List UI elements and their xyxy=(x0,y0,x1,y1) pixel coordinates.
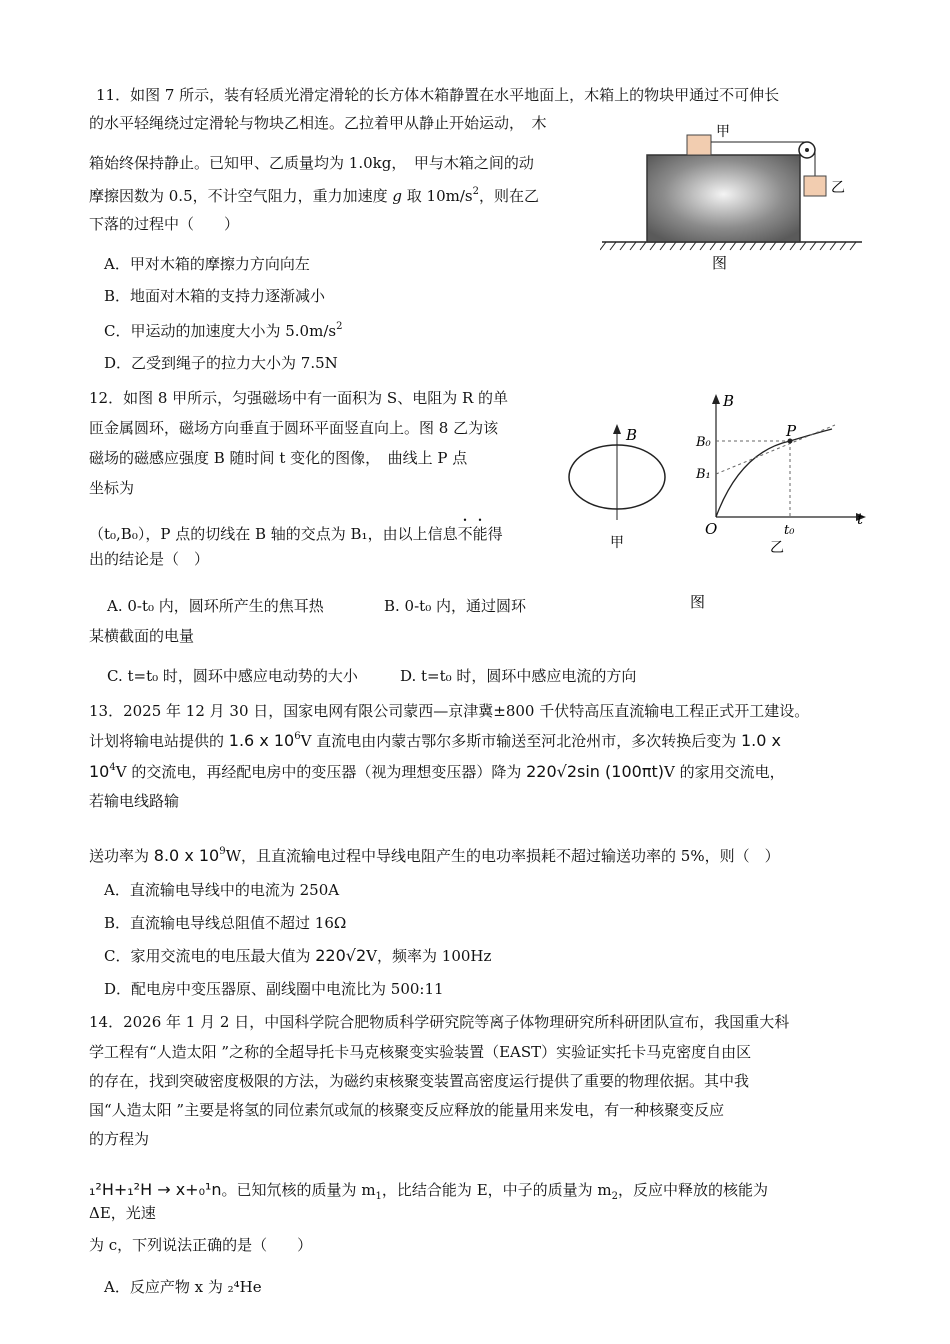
q11-option-d: D．乙受到绳子的拉力大小为 7.5N xyxy=(104,354,338,372)
q13-line3 xyxy=(89,762,785,782)
q14-line5: 的方程为 xyxy=(89,1130,150,1148)
q11-figure xyxy=(600,118,870,283)
q12-line5a: （t₀,B₀），P 点的切线在 B 轴的交点为 B₁，由以上信息 xyxy=(89,525,458,543)
q11-line2: 的水平轻绳绕过定滑轮与物块乙相连。乙拉着甲从静止开始运动， 木 xyxy=(89,114,547,132)
q13-line1: 13．2025 年 12 月 30 日，国家电网有限公司蒙西—京津冀±800 千伏特高压直流输电工程正式开工建设。 xyxy=(89,702,810,720)
q12-line1: 12．如图 8 甲所示，匀强磁场中有一面积为 S、电阻为 R 的单 xyxy=(89,389,509,407)
q11-option-a: A．甲对木箱的摩擦力方向向左 xyxy=(104,255,310,273)
q11-fig-label-jia: 甲 xyxy=(716,124,730,140)
q11-line5: 下落的过程中（ ） xyxy=(89,215,240,233)
q11-g: g xyxy=(392,187,403,205)
q13-line2 xyxy=(89,731,781,751)
q13-line4: 若输电线路输 xyxy=(89,792,180,810)
q12-figure xyxy=(560,392,880,622)
q14-line6b: ，比结合能为 E，中子的质量为 m xyxy=(381,1181,612,1199)
q12-option-d: D. t=t₀ 时，圆环中感应电流的方向 xyxy=(400,667,637,685)
q12-fig-origin: O xyxy=(705,520,718,538)
q12-line6: 出的结论是（ ） xyxy=(89,550,210,568)
q14-line3: 的存在，找到突破密度极限的方法，为磁约束核聚变装置高密度运行提供了重要的物理依据。其中我 xyxy=(89,1072,750,1090)
q14-line6a: 。已知氘核的质量为 m xyxy=(221,1181,376,1199)
q13-option-b: B．直流输电导线总阻值不超过 16Ω xyxy=(104,914,347,932)
q12-fig-label-jia: 甲 xyxy=(610,535,624,551)
q11-line4 xyxy=(89,186,539,206)
q13-line5 xyxy=(89,846,780,866)
q13-line5-math: 8.0 x 10 xyxy=(153,846,220,865)
q13-line2-sup: 6 xyxy=(294,731,301,742)
q12-line3: 磁场的磁感应强度 B 随时间 t 变化的图像， 曲线上 P 点 xyxy=(89,449,468,467)
q12-fig-axis-b: B xyxy=(723,392,735,410)
q11-line4-sup: 2 xyxy=(472,186,479,197)
q13-option-d: D．配电房中变压器原、副线圈中电流比为 500:11 xyxy=(104,980,444,998)
q12-line5c: 得 xyxy=(487,525,503,543)
q12-fig-point-p: P xyxy=(786,422,797,440)
q12-line5 xyxy=(89,516,503,544)
q13-line5a: 送功率为 xyxy=(89,847,154,865)
q11-line4c: ，则在乙 xyxy=(479,187,540,205)
q13-line3b: V 的家用交流电， xyxy=(663,763,785,781)
q13-option-c-a: C．家用交流电的电压最大值为 xyxy=(104,947,316,965)
q13-line3-sup: 4 xyxy=(109,762,116,773)
q12-option-a: A. 0-t₀ 内，圆环所产生的焦耳热 xyxy=(107,597,324,615)
q12-option-c: C. t=t₀ 时，圆环中感应电动势的大小 xyxy=(107,667,358,685)
q14-line2: 学工程有“人造太阳 ”之称的全超导托卡马克核聚变实验装置（EAST）实验证实托卡马克密度自由区 xyxy=(89,1043,752,1061)
q11-fig-caption: 图 xyxy=(712,254,728,272)
q12-option-b: B. 0-t₀ 内，通过圆环 xyxy=(384,597,526,615)
q12-fig-t0: t₀ xyxy=(784,523,795,538)
q14-equation: ₁²H+₁²H → x+₀¹n xyxy=(89,1180,222,1199)
q13-line3a: V 的交流电，再经配电房中的变压器（视为理想变压器）降为 xyxy=(115,763,527,781)
q14-line7: ΔE，光速 xyxy=(89,1204,156,1222)
q13-line2a: 计划将输电站提供的 xyxy=(89,732,229,750)
q13-option-c xyxy=(104,946,491,966)
q11-option-c-sup: 2 xyxy=(336,321,343,332)
q13-line2-math2: 1.0 x xyxy=(740,731,781,750)
q13-option-a: A．直流输电导线中的电流为 250A xyxy=(104,881,340,899)
q13-option-c-b: V，频率为 100Hz xyxy=(366,947,492,965)
q12-option-b-cont: 某横截面的电量 xyxy=(89,627,195,645)
q14-option-a: A．反应产物 x 为 ₂⁴He xyxy=(104,1278,262,1296)
q13-line5-sup: 9 xyxy=(219,846,226,857)
q14-line6-sub1: 1 xyxy=(375,1191,382,1202)
q12-fig-ring-b: B xyxy=(626,426,638,444)
q11-fig-label-yi: 乙 xyxy=(831,180,845,196)
q14-line4: 国“人造太阳 ”主要是将氢的同位素氘或氚的核聚变反应释放的能量用来发电，有一种核聚变反应 xyxy=(89,1101,725,1119)
q13-option-c-math: 220√2 xyxy=(315,946,367,965)
q12-fig-caption: 图 xyxy=(690,593,706,611)
q14-line6c: ，反应中释放的核能为 xyxy=(618,1181,769,1199)
q12-fig-label-yi: 乙 xyxy=(770,540,784,556)
q13-line2b: V 直流电由内蒙古鄂尔多斯市输送至河北沧州市，多次转换后变为 xyxy=(300,732,741,750)
q11-line4b: 取 10m/s xyxy=(402,187,473,205)
q12-fig-b0: B₀ xyxy=(696,435,711,450)
q14-line8: 为 c，下列说法正确的是（ ） xyxy=(89,1236,313,1254)
q12-emphasis: 不能 xyxy=(457,525,488,543)
q11-line4a: 摩擦因数为 0.5，不计空气阻力，重力加速度 xyxy=(89,187,393,205)
q11-line1: 11．如图 7 所示，装有轻质光滑定滑轮的长方体木箱静置在水平地面上，木箱上的物块甲通过不可伸长 xyxy=(96,86,780,104)
q13-line3-math2: 220√2sin (100πt) xyxy=(526,762,664,781)
q13-line3-math: 10 xyxy=(89,762,110,781)
q11-line3: 箱始终保持静止。已知甲、乙质量均为 1.0kg， 甲与木箱之间的动 xyxy=(89,154,534,172)
q12-fig-axis-t: t xyxy=(857,510,864,528)
q11-option-b: B．地面对木箱的支持力逐渐减小 xyxy=(104,287,326,305)
q12-line2: 匝金属圆环，磁场方向垂直于圆环平面竖直向上。图 8 乙为该 xyxy=(89,419,499,437)
q14-line1: 14．2026 年 1 月 2 日，中国科学院合肥物质科学研究院等离子体物理研究所科研团队宣布，我国重大科 xyxy=(89,1013,790,1031)
q11-option-c-text: C．甲运动的加速度大小为 5.0m/s xyxy=(104,322,337,340)
q13-line5b: W，且直流输电过程中导线电阻产生的电功率损耗不超过输送功率的 5%，则（ ） xyxy=(225,847,780,865)
q14-line6-sub2: 2 xyxy=(611,1191,619,1202)
q12-fig-b1: B₁ xyxy=(696,467,711,482)
q12-line4: 坐标为 xyxy=(89,479,135,497)
q14-line6 xyxy=(89,1180,768,1207)
q13-line2-math: 1.6 x 10 xyxy=(228,731,295,750)
q11-option-c xyxy=(104,321,342,341)
